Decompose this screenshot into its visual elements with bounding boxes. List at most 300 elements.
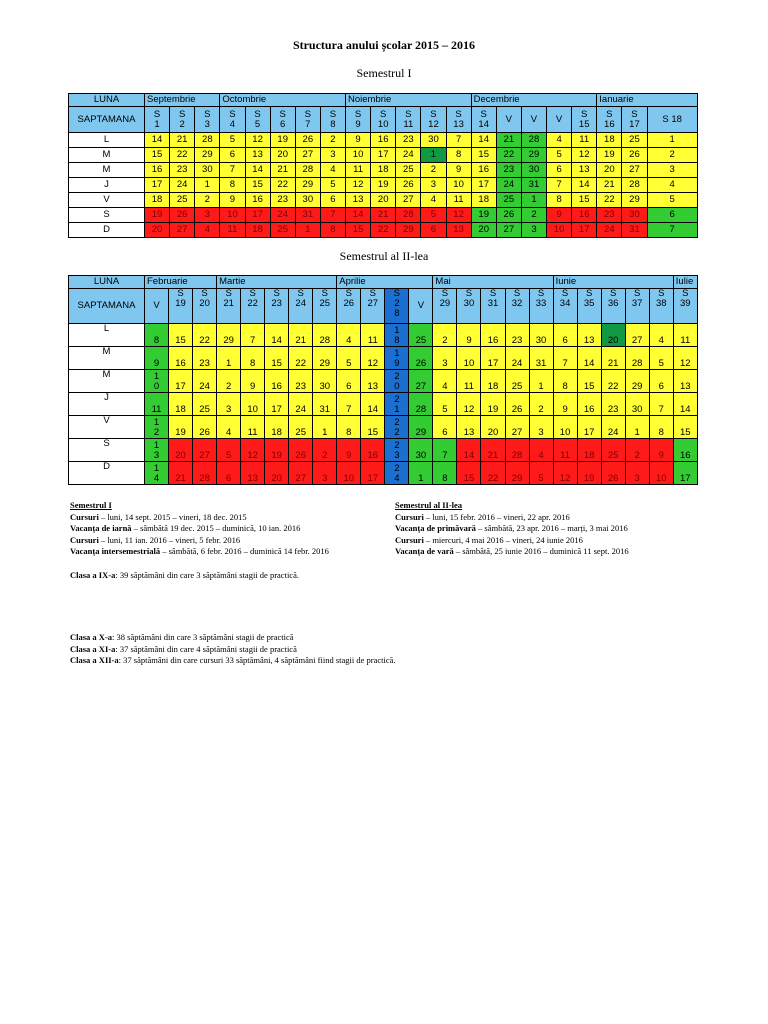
day-cell: 15 — [265, 347, 289, 370]
day-cell: 19 — [265, 439, 289, 462]
notes-text: – sâmbătă, 25 iunie 2016 – duminică 11 sept. 2016 — [453, 546, 629, 556]
day-cell: 2 1 — [385, 393, 409, 416]
day-cell: 18 — [577, 439, 601, 462]
notes-line — [395, 546, 695, 558]
day-cell: 1 9 — [385, 347, 409, 370]
day-cell: 22 — [481, 462, 505, 485]
day-cell: 6 — [553, 324, 577, 347]
day-cell: 5 — [337, 347, 361, 370]
week-number: V — [496, 107, 521, 133]
day-cell: 16 — [572, 208, 597, 223]
day-cell: 2 — [433, 324, 457, 347]
week-number: S 39 — [673, 289, 697, 324]
day-cell: 17 — [245, 208, 270, 223]
week-number: V — [145, 289, 169, 324]
day-cell: 13 — [245, 148, 270, 163]
day-cell: 25 — [409, 324, 433, 347]
month-name: Iulie — [673, 276, 697, 289]
day-cell: 4 — [433, 370, 457, 393]
notes-text: – sâmbătă 19 dec. 2015 – duminică, 10 ian. 2016 — [131, 523, 301, 533]
day-cell: 9 — [346, 133, 371, 148]
day-cell: 31 — [295, 208, 320, 223]
day-cell: 3 — [433, 347, 457, 370]
day-cell: 20 — [169, 439, 193, 462]
day-cell: 22 — [289, 347, 313, 370]
week-number: S 20 — [193, 289, 217, 324]
day-cell: 10 — [547, 223, 572, 238]
week-number: S 4 — [220, 107, 245, 133]
day-cell: 27 — [409, 370, 433, 393]
day-cell: 6 — [647, 208, 697, 223]
week-number: S 13 — [446, 107, 471, 133]
day-cell: 28 — [295, 163, 320, 178]
semester-1-title: Semestrul I — [356, 66, 412, 80]
day-cell: 11 — [346, 163, 371, 178]
day-row — [69, 208, 698, 223]
day-cell: 8 — [220, 178, 245, 193]
day-cell: 9 — [547, 208, 572, 223]
week-row — [69, 107, 698, 133]
day-label: S — [69, 439, 145, 462]
day-cell: 15 — [245, 178, 270, 193]
day-cell: 24 — [496, 178, 521, 193]
day-cell: 2 2 — [385, 416, 409, 439]
week-number: S 35 — [577, 289, 601, 324]
day-cell: 3 — [313, 462, 337, 485]
day-cell: 6 — [547, 163, 572, 178]
day-cell: 23 — [289, 370, 313, 393]
day-cell: 22 — [270, 178, 295, 193]
week-number: S 17 — [622, 107, 647, 133]
class-note-line — [70, 655, 396, 667]
day-cell: 18 — [265, 416, 289, 439]
day-cell: 9 — [457, 324, 481, 347]
class-text: : 38 săptămâni din care 3 săptămâni stagii de practică — [112, 632, 294, 642]
day-cell: 23 — [270, 193, 295, 208]
day-cell: 1 — [195, 178, 220, 193]
day-cell: 26 — [170, 208, 195, 223]
day-cell: 30 — [625, 393, 649, 416]
day-cell: 19 — [145, 208, 170, 223]
day-cell: 22 — [601, 370, 625, 393]
day-cell: 26 — [289, 439, 313, 462]
notes-label: Vacanța de iarnă — [70, 523, 132, 533]
day-cell: 10 — [553, 416, 577, 439]
day-cell: 25 — [270, 223, 295, 238]
day-cell: 27 — [295, 148, 320, 163]
day-cell: 23 — [505, 324, 529, 347]
day-cell: 17 — [145, 178, 170, 193]
month-name: Iunie — [553, 276, 673, 289]
day-cell: 22 — [371, 223, 396, 238]
day-cell: 26 — [409, 347, 433, 370]
day-cell: 1 — [409, 462, 433, 485]
day-cell: 16 — [245, 193, 270, 208]
notes-line — [70, 512, 400, 524]
week-number: S 16 — [597, 107, 622, 133]
page-title: Structura anului școlar 2015 – 2016 — [292, 38, 476, 52]
day-cell: 9 — [649, 439, 673, 462]
day-cell: 1 — [521, 193, 546, 208]
day-cell: 9 — [446, 163, 471, 178]
day-cell: 7 — [320, 208, 345, 223]
day-cell: 8 — [337, 416, 361, 439]
day-cell: 15 — [572, 193, 597, 208]
day-cell: 2 — [647, 148, 697, 163]
day-cell: 15 — [346, 223, 371, 238]
day-cell: 21 — [371, 208, 396, 223]
day-cell: 11 — [361, 324, 385, 347]
day-label: M — [69, 148, 145, 163]
day-row — [69, 223, 698, 238]
day-cell: 13 — [361, 370, 385, 393]
day-cell: 15 — [471, 148, 496, 163]
day-cell: 10 — [649, 462, 673, 485]
week-header: SAPTAMANA — [69, 289, 145, 324]
notes-line — [395, 523, 695, 535]
day-cell: 12 — [361, 347, 385, 370]
day-cell: 17 — [471, 178, 496, 193]
week-number: S 25 — [313, 289, 337, 324]
day-cell: 19 — [270, 133, 295, 148]
week-number: S 7 — [295, 107, 320, 133]
class-label: Clasa a X-a — [70, 632, 113, 642]
week-number: S 23 — [265, 289, 289, 324]
day-cell: 13 — [457, 416, 481, 439]
day-cell: 24 — [270, 208, 295, 223]
day-cell: 17 — [371, 148, 396, 163]
day-row — [69, 393, 698, 416]
day-cell: 19 — [481, 393, 505, 416]
week-number: S 37 — [625, 289, 649, 324]
day-cell: 25 — [622, 133, 647, 148]
day-cell: 30 — [409, 439, 433, 462]
day-cell: 26 — [295, 133, 320, 148]
notes-text: – miercuri, 4 mai 2016 – vineri, 24 iunie 2016 — [423, 534, 583, 545]
class-9-label: Clasa a IX-a — [70, 570, 116, 580]
day-cell: 29 — [505, 462, 529, 485]
day-row — [69, 193, 698, 208]
day-cell: 1 2 — [145, 416, 169, 439]
day-cell: 6 — [220, 148, 245, 163]
day-cell: 19 — [169, 416, 193, 439]
day-label: D — [69, 223, 145, 238]
day-cell: 7 — [220, 163, 245, 178]
day-cell: 27 — [289, 462, 313, 485]
day-cell: 17 — [169, 370, 193, 393]
day-cell: 11 — [446, 193, 471, 208]
day-cell: 2 — [421, 163, 446, 178]
day-label: D — [69, 462, 145, 485]
week-number: V — [409, 289, 433, 324]
week-number: S 15 — [572, 107, 597, 133]
day-cell: 8 — [241, 347, 265, 370]
day-cell: 16 — [371, 133, 396, 148]
day-cell: 2 4 — [385, 462, 409, 485]
day-cell: 4 — [195, 223, 220, 238]
day-cell: 3 — [625, 462, 649, 485]
day-cell: 27 — [505, 416, 529, 439]
day-cell: 5 — [421, 208, 446, 223]
day-cell: 6 — [337, 370, 361, 393]
day-cell: 23 — [193, 347, 217, 370]
day-cell: 11 — [145, 393, 169, 416]
day-label: J — [69, 178, 145, 193]
day-cell: 10 — [220, 208, 245, 223]
day-cell: 2 — [521, 208, 546, 223]
day-cell: 2 — [625, 439, 649, 462]
day-label: M — [69, 347, 145, 370]
notes-heading: Semestrul I — [70, 500, 112, 510]
notes-line — [70, 535, 400, 547]
day-cell: 16 — [577, 393, 601, 416]
week-number: S 34 — [553, 289, 577, 324]
day-cell: 14 — [361, 393, 385, 416]
day-cell: 12 — [446, 208, 471, 223]
day-cell: 29 — [521, 148, 546, 163]
month-name: Decembrie — [471, 94, 597, 107]
day-cell: 12 — [673, 347, 697, 370]
day-cell: 28 — [409, 393, 433, 416]
day-cell: 7 — [337, 393, 361, 416]
day-cell: 24 — [396, 148, 421, 163]
day-cell: 26 — [193, 416, 217, 439]
class-text: : 37 săptămâni din care cursuri 33 săptămâni, 4 săptămâni fiind stagii de practică. — [118, 655, 396, 665]
day-cell: 8 — [145, 324, 169, 347]
day-cell: 21 — [270, 163, 295, 178]
day-cell: 29 — [622, 193, 647, 208]
day-cell: 19 — [371, 178, 396, 193]
day-label: S — [69, 208, 145, 223]
day-cell: 14 — [265, 324, 289, 347]
day-cell: 25 — [496, 193, 521, 208]
day-cell: 8 — [553, 370, 577, 393]
day-cell: 15 — [169, 324, 193, 347]
week-number: S 14 — [471, 107, 496, 133]
week-header: SAPTAMANA — [69, 107, 145, 133]
day-cell: 9 — [553, 393, 577, 416]
day-cell: 15 — [673, 416, 697, 439]
day-cell: 29 — [217, 324, 241, 347]
day-cell: 4 — [547, 133, 572, 148]
class-label: Clasa a XII-a — [70, 655, 119, 665]
day-cell: 8 — [446, 148, 471, 163]
day-cell: 28 — [521, 133, 546, 148]
day-cell: 27 — [193, 439, 217, 462]
day-cell: 6 — [421, 223, 446, 238]
day-cell: 5 — [433, 393, 457, 416]
day-cell: 21 — [169, 462, 193, 485]
week-number: S 22 — [241, 289, 265, 324]
day-cell: 18 — [481, 370, 505, 393]
day-cell: 30 — [421, 133, 446, 148]
day-cell: 1 — [421, 148, 446, 163]
day-cell: 17 — [481, 347, 505, 370]
day-row — [69, 439, 698, 462]
day-cell: 16 — [361, 439, 385, 462]
month-name: Mai — [433, 276, 553, 289]
notes-heading: Semestrul al II-lea — [395, 500, 463, 510]
day-cell: 29 — [295, 178, 320, 193]
day-cell: 3 — [217, 393, 241, 416]
day-cell: 11 — [572, 133, 597, 148]
day-cell: 29 — [313, 347, 337, 370]
day-cell: 11 — [457, 370, 481, 393]
class-note-line — [70, 644, 396, 656]
day-cell: 29 — [195, 148, 220, 163]
day-cell: 8 — [547, 193, 572, 208]
day-row — [69, 133, 698, 148]
week-number: S 38 — [649, 289, 673, 324]
day-cell: 26 — [622, 148, 647, 163]
day-cell: 23 — [597, 208, 622, 223]
day-label: M — [69, 370, 145, 393]
day-label: V — [69, 416, 145, 439]
week-number: S 12 — [421, 107, 446, 133]
day-cell: 12 — [457, 393, 481, 416]
day-cell: 22 — [496, 148, 521, 163]
day-cell: 4 — [529, 439, 553, 462]
week-row — [69, 289, 698, 324]
week-number: V — [521, 107, 546, 133]
day-cell: 9 — [241, 370, 265, 393]
day-cell: 28 — [193, 462, 217, 485]
day-cell: 2 — [529, 393, 553, 416]
day-cell: 6 — [217, 462, 241, 485]
week-number: S 8 — [320, 107, 345, 133]
day-cell: 2 — [313, 439, 337, 462]
day-cell: 31 — [622, 223, 647, 238]
day-cell: 11 — [673, 324, 697, 347]
day-cell: 3 — [529, 416, 553, 439]
day-cell: 1 — [625, 416, 649, 439]
notes-label: Vacanța de vară — [395, 546, 454, 556]
day-cell: 1 — [647, 133, 697, 148]
day-cell: 22 — [170, 148, 195, 163]
day-cell: 4 — [320, 163, 345, 178]
month-name: Octombrie — [220, 94, 346, 107]
day-cell: 19 — [597, 148, 622, 163]
day-cell: 8 — [649, 416, 673, 439]
week-number: S 21 — [217, 289, 241, 324]
day-cell: 31 — [313, 393, 337, 416]
day-cell: 12 — [241, 439, 265, 462]
day-cell: 20 — [265, 462, 289, 485]
class-9-note — [70, 570, 299, 580]
day-cell: 7 — [649, 393, 673, 416]
day-cell: 12 — [553, 462, 577, 485]
day-row — [69, 370, 698, 393]
day-cell: 3 — [195, 208, 220, 223]
day-cell: 17 — [673, 462, 697, 485]
day-cell: 1 — [529, 370, 553, 393]
day-cell: 26 — [601, 462, 625, 485]
day-cell: 22 — [597, 193, 622, 208]
day-cell: 20 — [145, 223, 170, 238]
day-cell: 7 — [547, 178, 572, 193]
day-label: L — [69, 133, 145, 148]
day-cell: 24 — [505, 347, 529, 370]
day-cell: 7 — [553, 347, 577, 370]
day-cell: 14 — [346, 208, 371, 223]
month-name: Septembrie — [145, 94, 220, 107]
day-cell: 3 — [421, 178, 446, 193]
notes-text: – luni, 14 sept. 2015 – vineri, 18 dec. 2015 — [98, 511, 247, 522]
day-cell: 4 — [647, 178, 697, 193]
day-cell: 7 — [241, 324, 265, 347]
notes-line — [70, 546, 400, 558]
notes-text: – sâmbătă, 6 febr. 2016 – duminică 14 febr. 2016 — [160, 546, 329, 556]
month-header: LUNA — [69, 94, 145, 107]
day-cell: 20 — [601, 324, 625, 347]
month-name: Ianuarie — [597, 94, 698, 107]
week-number: S 33 — [529, 289, 553, 324]
day-cell: 13 — [673, 370, 697, 393]
day-cell: 1 0 — [145, 370, 169, 393]
week-number: S 32 — [505, 289, 529, 324]
day-cell: 25 — [396, 163, 421, 178]
notes-label: Cursuri — [395, 534, 424, 545]
week-number: S 27 — [361, 289, 385, 324]
day-cell: 27 — [622, 163, 647, 178]
day-cell: 1 — [313, 416, 337, 439]
day-cell: 27 — [396, 193, 421, 208]
day-cell: 24 — [170, 178, 195, 193]
class-label: Clasa a XI-a — [70, 643, 116, 654]
day-cell: 26 — [505, 393, 529, 416]
day-cell: 19 — [471, 208, 496, 223]
day-cell: 31 — [521, 178, 546, 193]
week-number: S 19 — [169, 289, 193, 324]
week-number: S 3 — [195, 107, 220, 133]
week-number: S 2 8 — [385, 289, 409, 324]
month-header: LUNA — [69, 276, 145, 289]
day-cell: 26 — [496, 208, 521, 223]
class-notes — [70, 632, 396, 667]
day-cell: 18 — [169, 393, 193, 416]
notes-text: – luni, 11 ian. 2016 – vineri, 5 febr. 2016 — [98, 534, 241, 545]
day-label: L — [69, 324, 145, 347]
day-cell: 12 — [346, 178, 371, 193]
day-cell: 21 — [481, 439, 505, 462]
week-number: S 1 — [145, 107, 170, 133]
semester-1-calendar — [68, 93, 698, 238]
day-cell: 21 — [170, 133, 195, 148]
class-note-line — [70, 632, 396, 644]
day-cell: 15 — [457, 462, 481, 485]
day-cell: 14 — [471, 133, 496, 148]
day-cell: 25 — [505, 370, 529, 393]
day-row — [69, 347, 698, 370]
day-cell: 4 — [421, 193, 446, 208]
day-cell: 30 — [295, 193, 320, 208]
day-cell: 26 — [396, 178, 421, 193]
day-cell: 30 — [195, 163, 220, 178]
day-cell: 4 — [337, 324, 361, 347]
day-cell: 12 — [245, 133, 270, 148]
day-cell: 3 — [647, 163, 697, 178]
day-cell: 13 — [241, 462, 265, 485]
notes-label: Cursuri — [395, 511, 424, 522]
day-cell: 2 — [195, 193, 220, 208]
semester-2-title: Semestrul al II-lea — [339, 249, 429, 263]
day-cell: 29 — [409, 416, 433, 439]
week-number: S 6 — [270, 107, 295, 133]
day-cell: 13 — [346, 193, 371, 208]
day-row — [69, 148, 698, 163]
semester-2-calendar — [68, 275, 698, 485]
day-cell: 20 — [481, 416, 505, 439]
